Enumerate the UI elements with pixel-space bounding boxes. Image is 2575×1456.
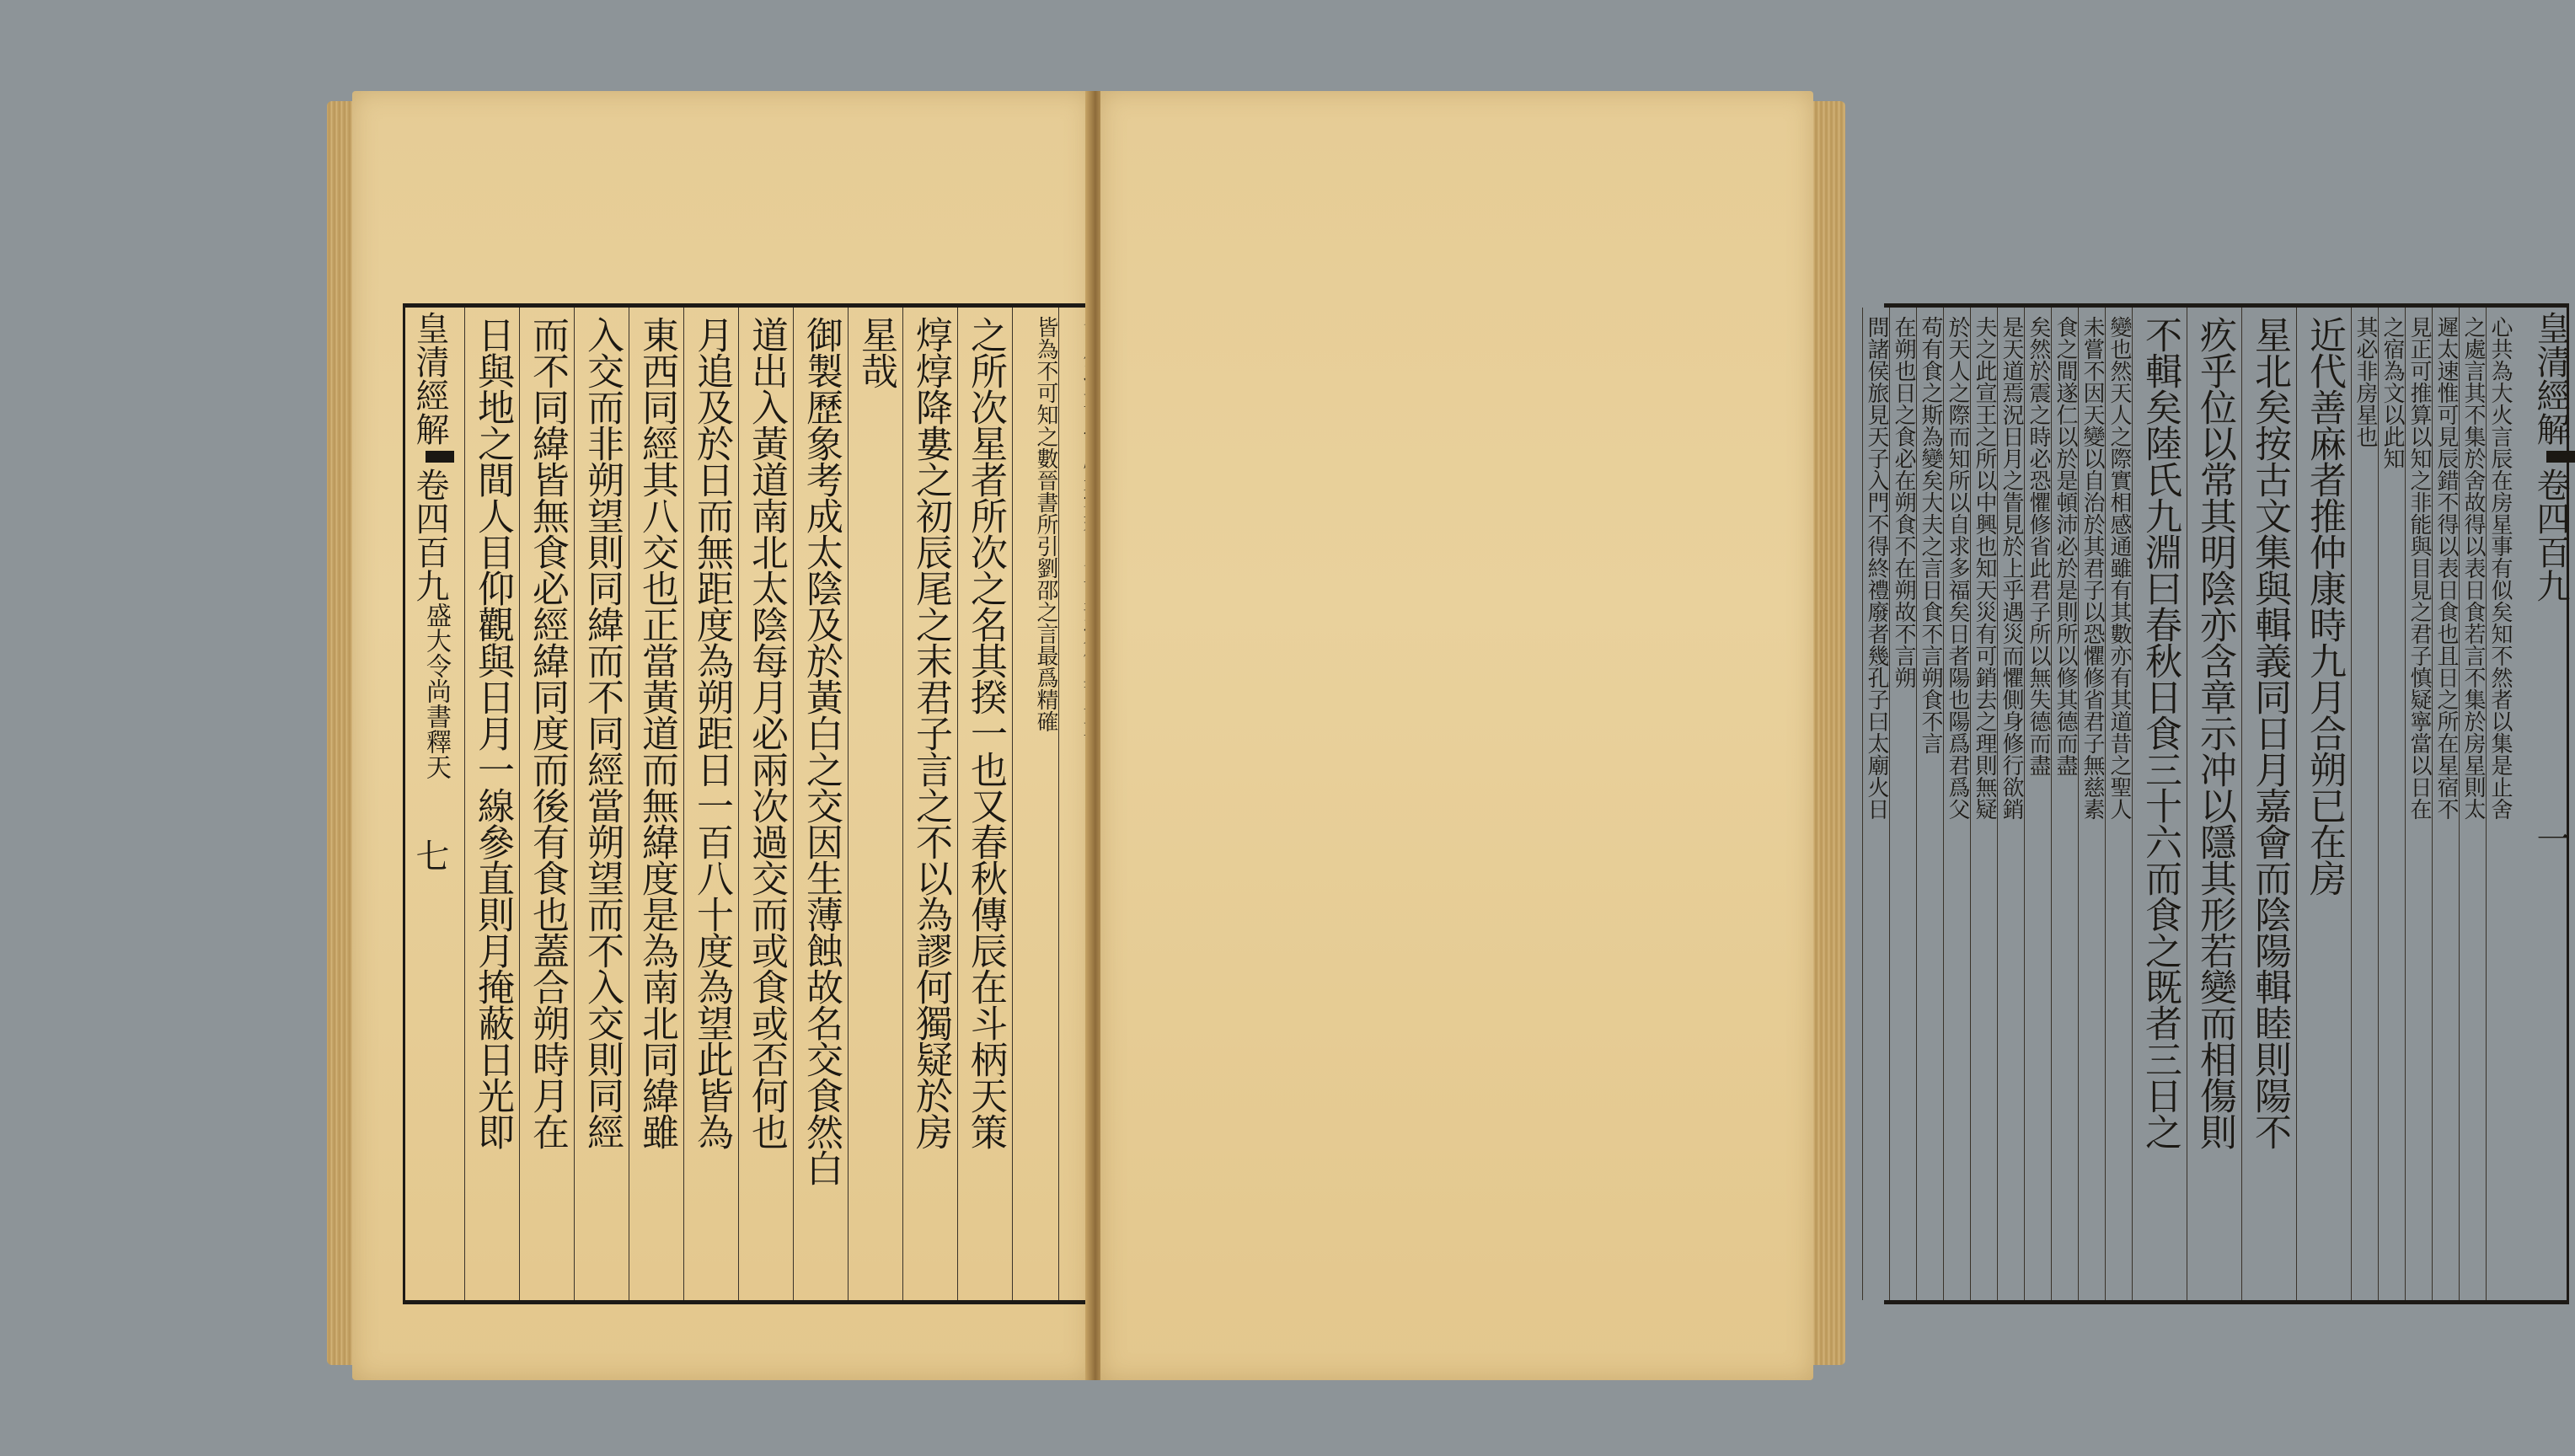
text-column: 之宿為文以此知 <box>2378 308 2405 1300</box>
text-column: 近代善麻者推仲康時九月合朔已在房 <box>2296 308 2351 1300</box>
text-column: 入交而非朔望則同緯而不同經當朔望而不入交則同經 <box>574 308 629 1300</box>
margin-folio: 一 <box>2531 822 2570 855</box>
text-column: 星北矣按古文集與輯義同日月嘉會而陰陽輯睦則陽不 <box>2241 308 2296 1300</box>
text-column: 疚乎位以常其明陰亦含章示冲以隱其形若變而相傷則 <box>2187 308 2241 1300</box>
margin-volume: 卷四百九 <box>2531 468 2570 602</box>
left-page <box>352 91 1090 1380</box>
text-column: 問諸侯旅見天子入門不得終禮廢者幾孔子曰太廟火日 <box>1862 308 1889 1300</box>
text-column: 見正可推算以知之非能與目見之君子慎疑寧當以日在 <box>2405 308 2432 1300</box>
right-page-text-frame <box>1864 303 2570 1304</box>
right-page <box>1100 91 2570 1380</box>
right-page-margin-band <box>2521 311 2575 1297</box>
text-column: 在朔也日之食必在朔食不在朔故不言朔 <box>1889 308 1916 1300</box>
text-column: 食之間遂仁以於是頓沛必於是則所以修其德而盡 <box>2051 308 2078 1300</box>
margin-folio: 七 <box>410 838 449 872</box>
text-column: 矣然於震之時必恐懼修省此君子所以無失德而盡 <box>2024 308 2051 1300</box>
text-column: 而不同緯皆無食必經緯同度而後有食也蓋合朔時月在 <box>519 308 574 1300</box>
margin-author: 盛大令尚書釋天 <box>421 602 451 779</box>
text-column: 其必非房星也 <box>2351 308 2378 1300</box>
text-column: 於天人之際而知所以自求多福矣日者陽也陽爲君爲父 <box>1943 308 1970 1300</box>
text-column: 遲太速惟可見辰錯不得以表日食也且日之所在星宿不 <box>2432 308 2459 1300</box>
text-column: 苟有食之斯為變矣大夫之言日食不言朔食不言 <box>1916 308 1943 1300</box>
text-column: 東西同經其八交也正當黃道而無緯度是為南北同緯雖 <box>629 308 683 1300</box>
text-column: 未嘗不因天變以自治於其君子以恐懼修省君子無慈素 <box>2078 308 2105 1300</box>
left-page-text-frame <box>403 303 1105 1304</box>
open-book <box>327 91 2570 1380</box>
text-column: 月追及於日而無距度為朔距日一百八十度為望此皆為 <box>683 308 738 1300</box>
text-column: 皆為不可知之數晉書所引劉邵之言最爲精確 <box>1012 308 1058 1300</box>
text-column: 星哉 <box>848 308 902 1300</box>
text-column: 心共為大火言辰在房星事有似矣知不然者以集是止舍 <box>2486 308 2513 1300</box>
text-column: 是天道焉況日月之眚見於上乎遇災而懼側身修行欲銷 <box>1997 308 2024 1300</box>
text-column: 焞焞降婁之初辰尾之末君子言之不以為謬何獨疑於房 <box>902 308 957 1300</box>
fish-tail-mark-icon <box>2546 451 2575 463</box>
fish-tail-mark-icon <box>426 451 454 463</box>
margin-title: 皇清經解 <box>2531 311 2570 446</box>
text-column: 之所次星者所次之名其揆一也又春秋傳辰在斗柄天策 <box>957 308 1012 1300</box>
text-column: 不輯矣陸氏九淵曰春秋日食三十六而食之既者三日之 <box>2132 308 2187 1300</box>
margin-title: 皇清經解 <box>410 311 449 446</box>
text-column: 之處言其不集於舍故得以表日食若言不集於房星則太 <box>2459 308 2486 1300</box>
text-column: 日與地之間人目仰觀與日月一線參直則月掩蔽日光即 <box>464 308 519 1300</box>
right-page-columns <box>1864 308 2513 1300</box>
text-column: 道出入黃道南北太陰每月必兩次過交而或食或否何也 <box>738 308 793 1300</box>
left-page-columns <box>464 308 1105 1300</box>
page-edges-right <box>1813 101 1845 1365</box>
left-page-margin-band <box>400 311 454 1297</box>
margin-volume: 卷四百九 <box>410 468 449 602</box>
text-column: 御製歷象考成太陰及於黃白之交因生薄蝕故名交食然白 <box>793 308 848 1300</box>
text-column: 夫之此宣王之所以中興也知天災有可銷去之理則無疑 <box>1970 308 1997 1300</box>
text-column: 變也然天人之際實相感通雖有其數亦有其道昔之聖人 <box>2105 308 2132 1300</box>
